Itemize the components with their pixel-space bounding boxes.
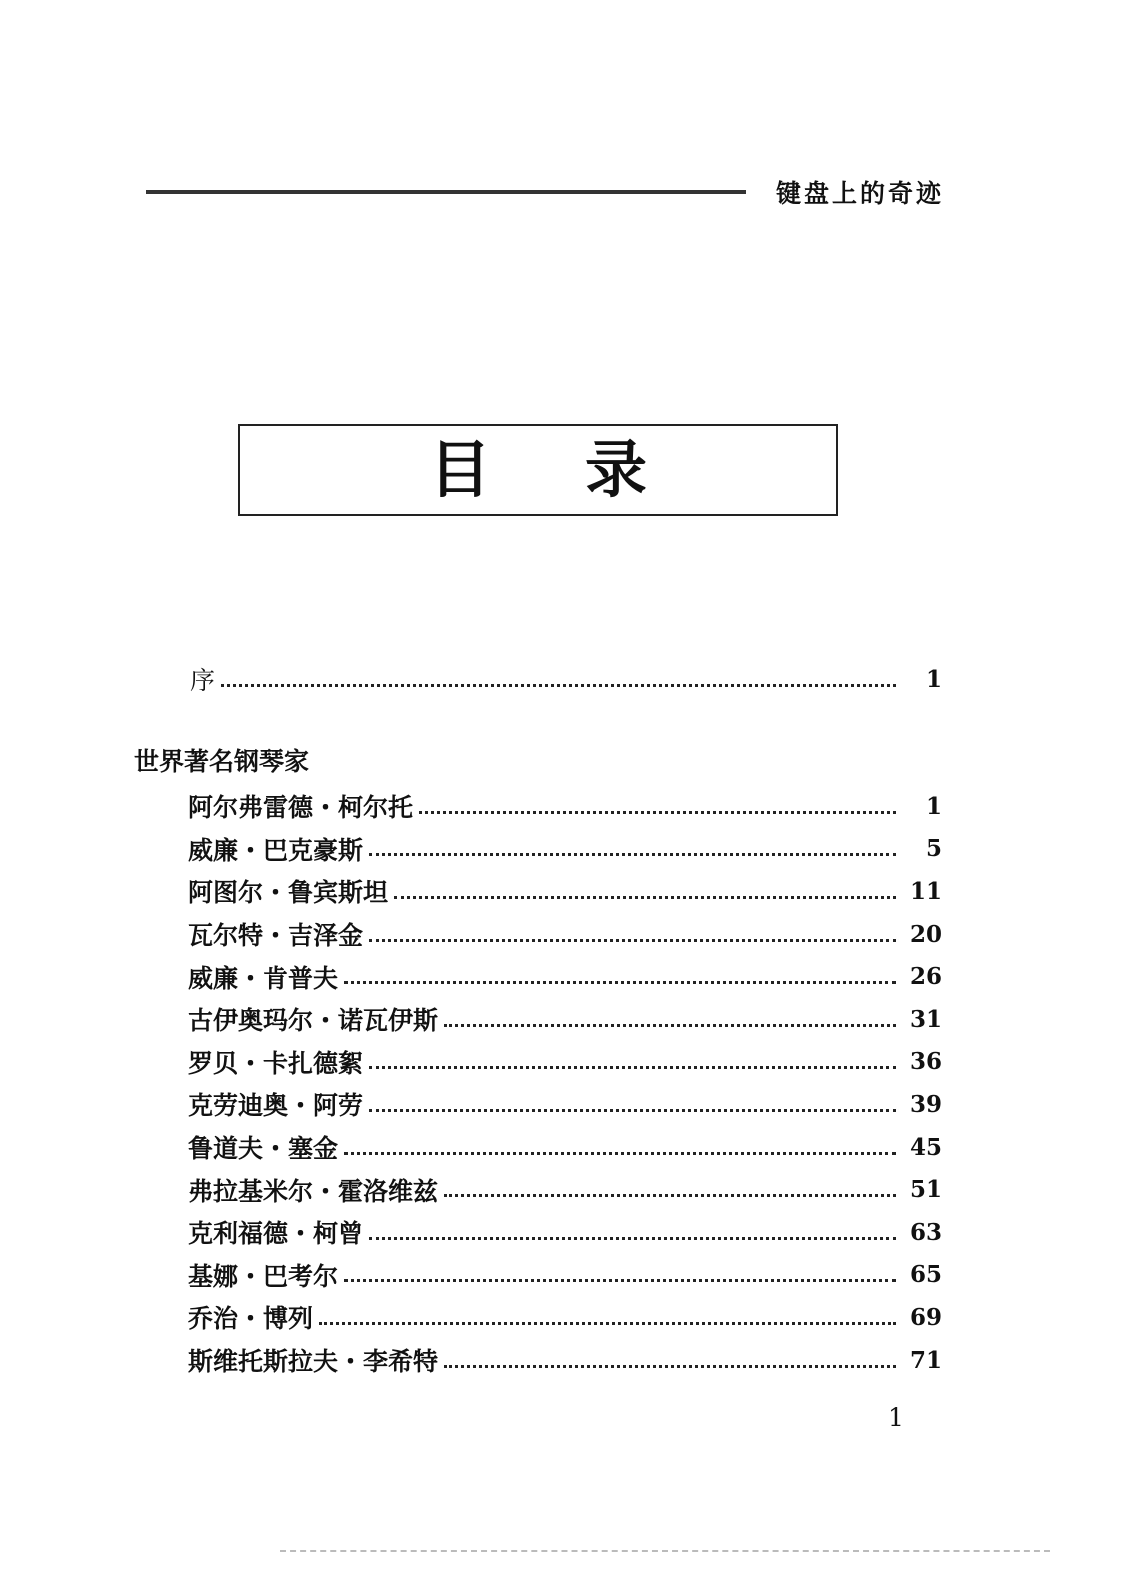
- toc-title-char-1: 目: [428, 433, 491, 506]
- dot-leader: [444, 1365, 896, 1368]
- toc-entry-list: [188, 785, 942, 1381]
- entry-page-number: 69: [910, 1303, 943, 1331]
- header-rule: [146, 190, 746, 194]
- section-heading: 世界著名钢琴家: [134, 747, 310, 776]
- toc-entry[interactable]: [188, 1041, 942, 1084]
- entry-name: 鲁道夫・塞金: [188, 1134, 339, 1164]
- entry-page-number: 5: [925, 835, 942, 863]
- preface-label: 序: [190, 666, 216, 695]
- entry-name: 瓦尔特・吉泽金: [188, 921, 364, 951]
- dot-leader: [369, 853, 896, 856]
- toc-entry[interactable]: [188, 913, 942, 956]
- toc-entry[interactable]: [188, 1168, 942, 1211]
- entry-name: 罗贝・卡扎德絮: [188, 1048, 364, 1078]
- entry-page-number: 36: [910, 1048, 943, 1076]
- entry-page-number: 11: [910, 877, 943, 905]
- entry-name: 阿图尔・鲁宾斯坦: [188, 878, 389, 908]
- toc-title-box: [238, 424, 838, 516]
- dot-leader: [419, 811, 896, 814]
- entry-page-number: 39: [910, 1090, 943, 1118]
- toc-entry[interactable]: [188, 1083, 942, 1126]
- entry-page-number: 63: [910, 1218, 943, 1246]
- toc-entry[interactable]: [188, 1211, 942, 1254]
- entry-page-number: 71: [910, 1346, 943, 1374]
- toc-entry[interactable]: [188, 998, 942, 1041]
- toc-entry[interactable]: [188, 870, 942, 913]
- entry-name: 弗拉基米尔・霍洛维兹: [188, 1176, 439, 1206]
- toc-title-char-2: 录: [585, 433, 648, 506]
- dot-leader: [444, 1024, 896, 1027]
- entry-page-number: 20: [910, 920, 943, 948]
- entry-page-number: 45: [910, 1133, 943, 1161]
- dot-leader: [319, 1322, 896, 1325]
- scan-artifact-line: [280, 1550, 1050, 1552]
- entry-name: 基娜・巴考尔: [188, 1261, 339, 1291]
- dot-leader: [221, 684, 896, 687]
- toc-entry[interactable]: [188, 785, 942, 828]
- dot-leader: [444, 1194, 896, 1197]
- toc-entry[interactable]: [188, 955, 942, 998]
- toc-entry[interactable]: [188, 1254, 942, 1297]
- entry-name: 克利福德・柯曾: [188, 1219, 364, 1249]
- entry-name: 斯维托斯拉夫・李希特: [188, 1347, 439, 1377]
- dot-leader: [369, 1066, 896, 1069]
- entry-page-number: 26: [910, 963, 943, 991]
- preface-page-number: 1: [925, 665, 942, 693]
- entry-name: 古伊奥玛尔・诺瓦伊斯: [188, 1006, 439, 1036]
- dot-leader: [344, 1279, 896, 1282]
- entry-page-number: 31: [910, 1005, 943, 1033]
- toc-entry[interactable]: [188, 1339, 942, 1382]
- toc-entry[interactable]: [188, 828, 942, 871]
- entry-page-number: 51: [910, 1176, 943, 1204]
- dot-leader: [369, 939, 896, 942]
- entry-name: 克劳迪奥・阿劳: [188, 1091, 364, 1121]
- dot-leader: [344, 1152, 896, 1155]
- dot-leader: [369, 1237, 896, 1240]
- dot-leader: [394, 896, 896, 899]
- page-number: 1: [888, 1403, 904, 1432]
- entry-page-number: 1: [925, 792, 942, 820]
- running-header-title: 键盘上的奇迹: [776, 179, 945, 208]
- toc-entry-preface[interactable]: [190, 660, 942, 698]
- entry-page-number: 65: [910, 1261, 943, 1289]
- toc-entry[interactable]: [188, 1126, 942, 1169]
- dot-leader: [369, 1109, 896, 1112]
- entry-name: 阿尔弗雷德・柯尔托: [188, 793, 414, 823]
- toc-entry[interactable]: [188, 1296, 942, 1339]
- entry-name: 威廉・巴克豪斯: [188, 835, 364, 865]
- dot-leader: [344, 981, 896, 984]
- entry-name: 威廉・肯普夫: [188, 963, 339, 993]
- entry-name: 乔治・博列: [188, 1304, 314, 1334]
